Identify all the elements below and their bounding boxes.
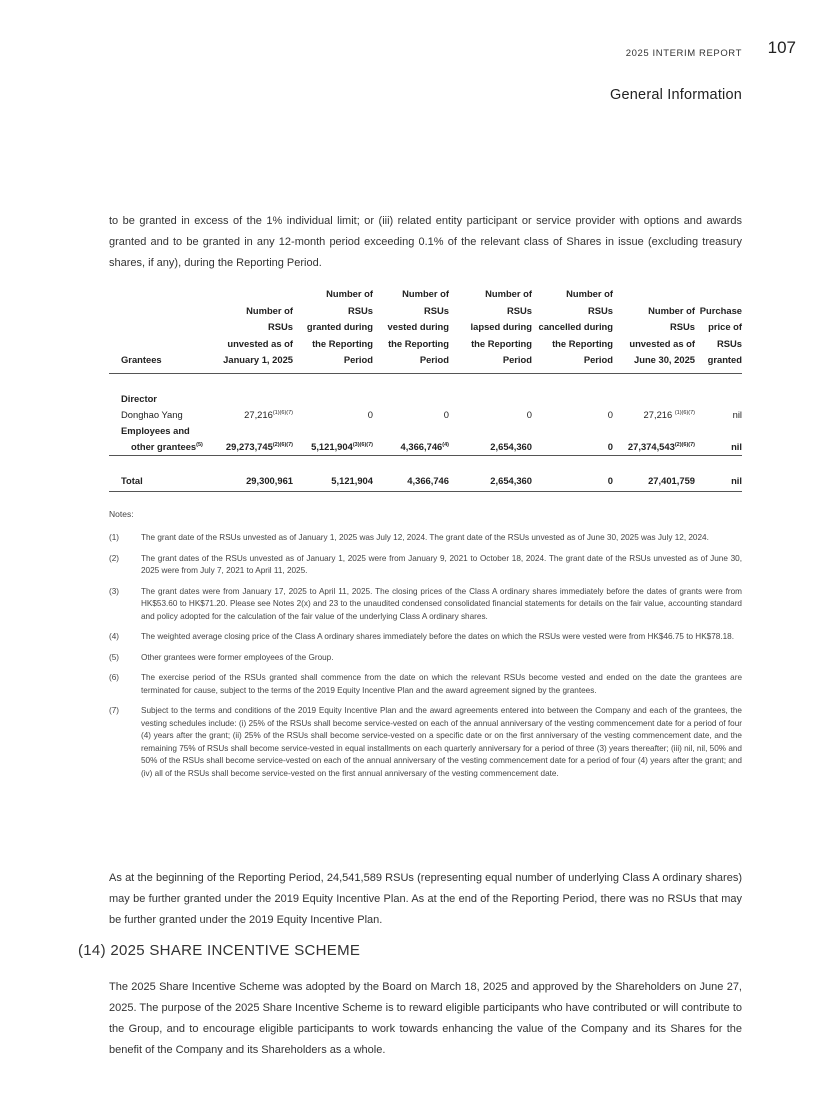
note-number: (1) [109, 533, 120, 542]
cell-price: nil [731, 441, 742, 452]
note-number: (5) [109, 652, 120, 662]
note-number: (3) [109, 586, 120, 596]
total-label: Total [109, 472, 205, 492]
cell-price: nil [732, 409, 742, 420]
note-text: The grant date of the RSUs unvested as of January 1, 2025 was July 12, 2024. The grant date of the RSUs unvested as of June 30, 2025 was July 12, 2024. [141, 533, 709, 542]
table-row [109, 407, 742, 423]
section-title: (14) 2025 SHARE INCENTIVE SCHEME [78, 942, 361, 959]
cell-unvested-jun: 27,401,759 [613, 472, 695, 492]
paragraph-rsu-availability: As at the beginning of the Reporting Period, 24,541,589 RSUs (representing equal number of underlying Class A ordinary shares) may be further granted under the 2019 Equity Incentive Plan. As at the end of the Reporting Period, there was no RSUs that may be further granted under the 2019 Equity Incentive Plan. [109, 872, 742, 926]
notes-list [109, 532, 742, 788]
cell-granted: $5,121,904^{(3)(6)(7)}$ [311, 441, 373, 452]
cell-price: nil [695, 472, 742, 492]
cell-vested: 4,366,746 [373, 472, 449, 492]
cell-granted: 5,121,904 [293, 472, 373, 492]
col-header: Purchase price of RSUs granted [695, 286, 742, 373]
table-row [109, 439, 742, 456]
cell-cancelled: 0 [607, 409, 613, 420]
grantee-name: Donghao Yang [121, 409, 183, 420]
note-text: The grant dates were from January 17, 2025 to April 11, 2025. The closing prices of the Class A ordinary shares immediately before the dates of grants were from HK$53.60 to HK$71.20. Please see Notes 2(x) and 23 to the unaudited condensed consolidated financial statements for details on the fair value, accounting standard and policy adopted for the calculation of the fair value of the underlying Class A ordinary shares. [141, 586, 742, 621]
note-text: The exercise period of the RSUs granted shall commence from the date on which the relevant RSUs become vested and ended on the date the grantees are terminated for cause, subject to the terms of the 2019 Equity Incentive Plan and the award agreement signed by the grantees. [141, 673, 742, 695]
section-heading: General Information [610, 87, 742, 103]
cell-unvested-jun: $27,374,543^{(2)(6)(7)}$ [627, 441, 695, 452]
cell-lapsed: 2,654,360 [490, 441, 532, 452]
col-header: Grantees [109, 286, 205, 373]
col-header: Number of RSUs lapsed during the Reporting Period [449, 286, 532, 373]
note-item [109, 652, 742, 665]
note-item [109, 553, 742, 578]
page-number: 107 [767, 38, 796, 57]
col-header: Number of RSUs granted during the Reporting Period [293, 286, 373, 373]
paragraph-scheme: The 2025 Share Incentive Scheme was adopted by the Board on March 18, 2025 and approved by the Shareholders on June 27, 2025. The purpose of the 2025 Share Incentive Scheme is to reward eligible participants who have contributed or will contribute to the Group, and to encourage eligible participants to work towards enhancing the value of the Company and its Shares for the benefit of the Company and its Shareholders as a whole. [109, 981, 742, 1056]
grantee-name: Employees and [121, 425, 190, 436]
note-item [109, 631, 742, 644]
note-number: (2) [109, 553, 120, 563]
total-row [109, 472, 742, 492]
note-item [109, 532, 742, 545]
cell-vested: 4,366,746$^{(4)}$ [400, 441, 449, 452]
cell-granted: 0 [367, 409, 373, 420]
intro-paragraph: to be granted in excess of the 1% individual limit; or (iii) related entity participant or service provider with options and awards granted and to be granted in any 12-month period exceeding 0.1% of the relevant class of Shares in issue (excluding treasury shares, if any), during the Reporting Period. [109, 215, 742, 269]
note-item [109, 672, 742, 697]
cell-vested: 0 [443, 409, 449, 420]
note-number: (7) [109, 706, 120, 715]
cell-cancelled: 0 [607, 441, 613, 452]
note-text: Subject to the terms and conditions of the 2019 Equity Incentive Plan and the award agreements entered into between the Company and each of the grantees, the vesting schedules include: (i) 25% of the RSUs shall become service-vested on each of the annual anniversary of the vesting commencement date for a period of four (4) years after the grant; (ii) 25% of the RSUs shall become service-vested on a specific date or on the first anniversary of the vesting commencement date, and the remaining 75% of RSUs shall become service-vested in equal installments on each quarterly anniversary for a period of three (3) years thereafter; (iii) nil, nil, 50% and 50% of the RSUs shall become service-vested on each of the annual anniversary of the vesting commencement date for a period of four (4) years after the grant; and (iv) all of the RSUs shall become service-vested on the first annual anniversary of the vesting commencement date. [141, 706, 742, 778]
note-number: (6) [109, 673, 120, 682]
table-header-row [109, 286, 742, 373]
cell-cancelled: 0 [532, 472, 613, 492]
cell-unvested-jan: $27,216^{(1)(6)(7)}$ [244, 409, 293, 420]
report-title: 2025 INTERIM REPORT [625, 48, 742, 59]
cell-unvested-jan: 29,300,961 [205, 472, 293, 492]
table-row [109, 391, 742, 407]
note-text: The grant dates of the RSUs unvested as of January 1, 2025 were from January 9, 2021 to October 18, 2024. The grant date of the RSUs unvested as of June 30, 2025 were from July 7, 2021 to April 11, 2025. [141, 553, 742, 575]
note-text: Other grantees were former employees of the Group. [141, 652, 334, 662]
cell-lapsed: 0 [526, 409, 532, 420]
notes-title: Notes: [109, 509, 134, 519]
cell-lapsed: 2,654,360 [449, 472, 532, 492]
note-item [109, 586, 742, 624]
rsu-table [109, 286, 742, 492]
table-row [109, 423, 742, 439]
note-item [109, 705, 742, 780]
note-number: (4) [109, 632, 120, 641]
col-header: Number of RSUs cancelled during the Reporting Period [532, 286, 613, 373]
col-header: Number of RSUs unvested as of June 30, 2025 [613, 286, 695, 373]
director-label: Director [121, 393, 157, 404]
note-text: The weighted average closing price of the Class A ordinary shares immediately before the dates on which the RSUs were vested were from HK$46.75 to HK$78.18. [141, 632, 734, 641]
col-header: Number of RSUs unvested as of January 1, 2025 [205, 286, 293, 373]
cell-unvested-jan: $29,273,745^{(2)(6)(7)}$ [225, 441, 293, 452]
grantee-name: other grantees$^{(5)}$ [131, 441, 203, 452]
col-header: Number of RSUs vested during the Reporting Period [373, 286, 449, 373]
cell-unvested-jun: 27,216 $^{(1)(6)(7)}$ [643, 409, 695, 420]
